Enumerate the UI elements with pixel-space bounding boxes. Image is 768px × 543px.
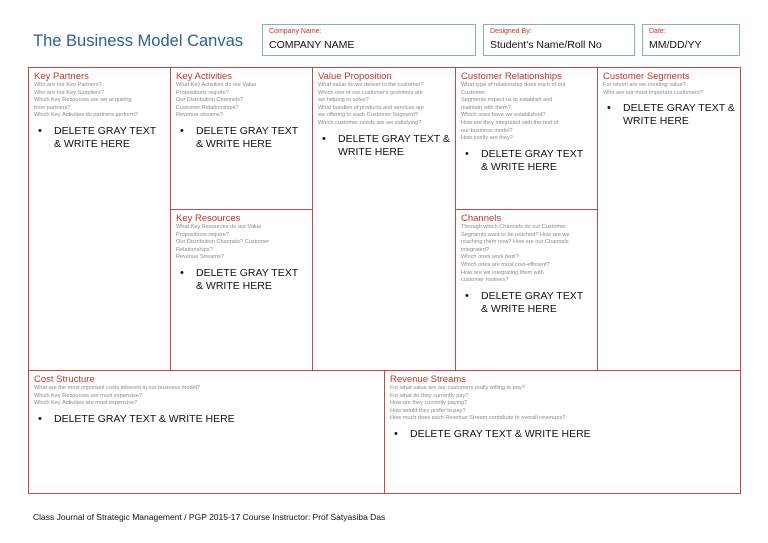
question-line: How are they currently paying?	[390, 400, 468, 407]
question-line: Our Distribution Channels?	[176, 97, 244, 104]
question-line: Customer Relationships?	[176, 104, 239, 111]
question-line: customer routines?	[461, 277, 509, 284]
block-questions	[176, 224, 307, 262]
customer-relationships-block[interactable]	[455, 67, 598, 210]
question-line: Who are our Key Suppliers?	[34, 89, 104, 96]
block-title: Customer Relationships	[461, 71, 562, 82]
question-line: Which ones work best?	[461, 254, 519, 261]
question-line: Customer	[461, 89, 486, 96]
question-line: integrated?	[461, 246, 489, 253]
block-title: Revenue Streams	[390, 374, 467, 385]
channels-block[interactable]	[455, 209, 598, 371]
question-line: Which ones are most cost-efficient?	[461, 261, 550, 268]
question-line: Our Distribution Channels? Customer	[176, 239, 269, 246]
key-resources-block[interactable]	[170, 209, 313, 371]
question-line: Which customer needs are we satisfying?	[318, 119, 422, 126]
block-title: Key Resources	[176, 213, 241, 224]
block-questions	[461, 224, 592, 285]
block-bullet: • DELETE GRAY TEXT & WRITE HERE	[390, 428, 735, 441]
question-line: For whom are we creating value?	[603, 82, 686, 88]
question-line: How much does each Revenue Stream contribute to overall revenues?	[390, 415, 566, 422]
company-name-value: COMPANY NAME	[269, 39, 355, 51]
question-line: Segments want to be reached? How are we	[461, 231, 570, 238]
question-line: What are the most important costs inherent in our business model?	[34, 385, 201, 391]
block-questions	[318, 82, 450, 128]
question-line: Relationships?	[176, 246, 213, 253]
question-line: we helping to solve?	[318, 97, 369, 104]
question-line: Revenue Streams?	[176, 254, 224, 261]
block-questions	[34, 82, 165, 120]
question-line: Who are our most important customers?	[603, 89, 703, 96]
footer-credit: Class Journal of Strategic Management / PGP 2015-17 Course Instructor: Prof Satyasiba Das	[33, 512, 386, 522]
value-proposition-block[interactable]	[312, 67, 456, 371]
question-line: For what value are our customers really willing to pay?	[390, 385, 525, 391]
key-activities-block[interactable]	[170, 67, 313, 210]
question-line: Through which Channels do our Customer	[461, 224, 567, 230]
block-bullet: • DELETE GRAY TEXT & WRITE HERE	[176, 267, 307, 293]
question-line: Which ones have we established?	[461, 112, 546, 119]
question-line: Revenue streams?	[176, 112, 223, 119]
block-title: Channels	[461, 213, 502, 224]
block-title: Key Partners	[34, 71, 89, 82]
block-bullet: • DELETE GRAY TEXT & WRITE HERE	[603, 102, 735, 128]
block-bullet: • DELETE GRAY TEXT & WRITE HERE	[34, 125, 165, 151]
designed-by-value: Student's Name/Roll No	[490, 39, 602, 51]
question-line: What bundles of products and services are	[318, 104, 425, 111]
date-field[interactable]	[642, 24, 740, 56]
question-line: Which Key Activities do partners perform?	[34, 112, 138, 119]
question-line: Who are our Key Partners?	[34, 82, 102, 88]
block-questions	[34, 385, 379, 408]
block-bullet: • DELETE GRAY TEXT & WRITE HERE	[461, 290, 592, 316]
block-title: Customer Segments	[603, 71, 690, 82]
company-name-field[interactable]	[262, 24, 476, 56]
question-line: How are we integrating them with	[461, 269, 544, 276]
revenue-streams-block[interactable]	[384, 370, 741, 494]
question-line: Which Key Activities are most expensive?	[34, 400, 138, 407]
key-partners-block[interactable]	[28, 67, 171, 371]
date-label: Date:	[649, 28, 666, 35]
question-line: Which one of our customer's problems are	[318, 89, 423, 96]
block-title: Cost Structure	[34, 374, 95, 385]
block-questions	[603, 82, 735, 97]
question-line: How costly are they?	[461, 135, 513, 142]
block-bullet: • DELETE GRAY TEXT & WRITE HERE	[176, 125, 307, 151]
question-line: For what do they currently pay?	[390, 392, 469, 399]
company-name-label: Company Name:	[269, 28, 322, 35]
block-questions	[390, 385, 735, 423]
question-line: Propositions require?	[176, 89, 229, 96]
designed-by-label: Designed By:	[490, 28, 532, 35]
question-line: our business model?	[461, 127, 513, 134]
question-line: reaching them now? How are our Channels	[461, 239, 569, 246]
question-line: maintain with them?	[461, 104, 511, 111]
question-line: Which Key Resources are most expensive?	[34, 392, 143, 399]
customer-segments-block[interactable]	[597, 67, 741, 371]
block-title: Value Proposition	[318, 71, 392, 82]
question-line: What type of relationship does each of our	[461, 82, 566, 88]
block-bullet: • DELETE GRAY TEXT & WRITE HERE	[461, 148, 592, 174]
question-line: from partners?	[34, 104, 71, 111]
question-line: we offering to each Customer Segment?	[318, 112, 419, 119]
block-questions	[176, 82, 307, 120]
block-bullet: • DELETE GRAY TEXT & WRITE HERE	[318, 133, 450, 159]
question-line: How would they prefer to pay?	[390, 407, 466, 414]
page-title: The Business Model Canvas	[33, 32, 244, 50]
question-line: Segments expect us to establish and	[461, 97, 553, 104]
date-value: MM/DD/YY	[649, 39, 702, 51]
cost-structure-block[interactable]	[28, 370, 385, 494]
question-line: What Key Resources do our Value	[176, 224, 262, 230]
block-title: Key Activities	[176, 71, 232, 82]
block-questions	[461, 82, 592, 143]
question-line: Which Key Resources are we acquiring	[34, 97, 132, 104]
question-line: What Key Activities do our Value	[176, 82, 257, 88]
question-line: What value do we deliver to the customer?	[318, 82, 424, 88]
designed-by-field[interactable]	[483, 24, 635, 56]
question-line: How are they integrated with the rest of	[461, 119, 559, 126]
block-bullet: • DELETE GRAY TEXT & WRITE HERE	[34, 413, 379, 426]
question-line: Propositions require?	[176, 231, 229, 238]
